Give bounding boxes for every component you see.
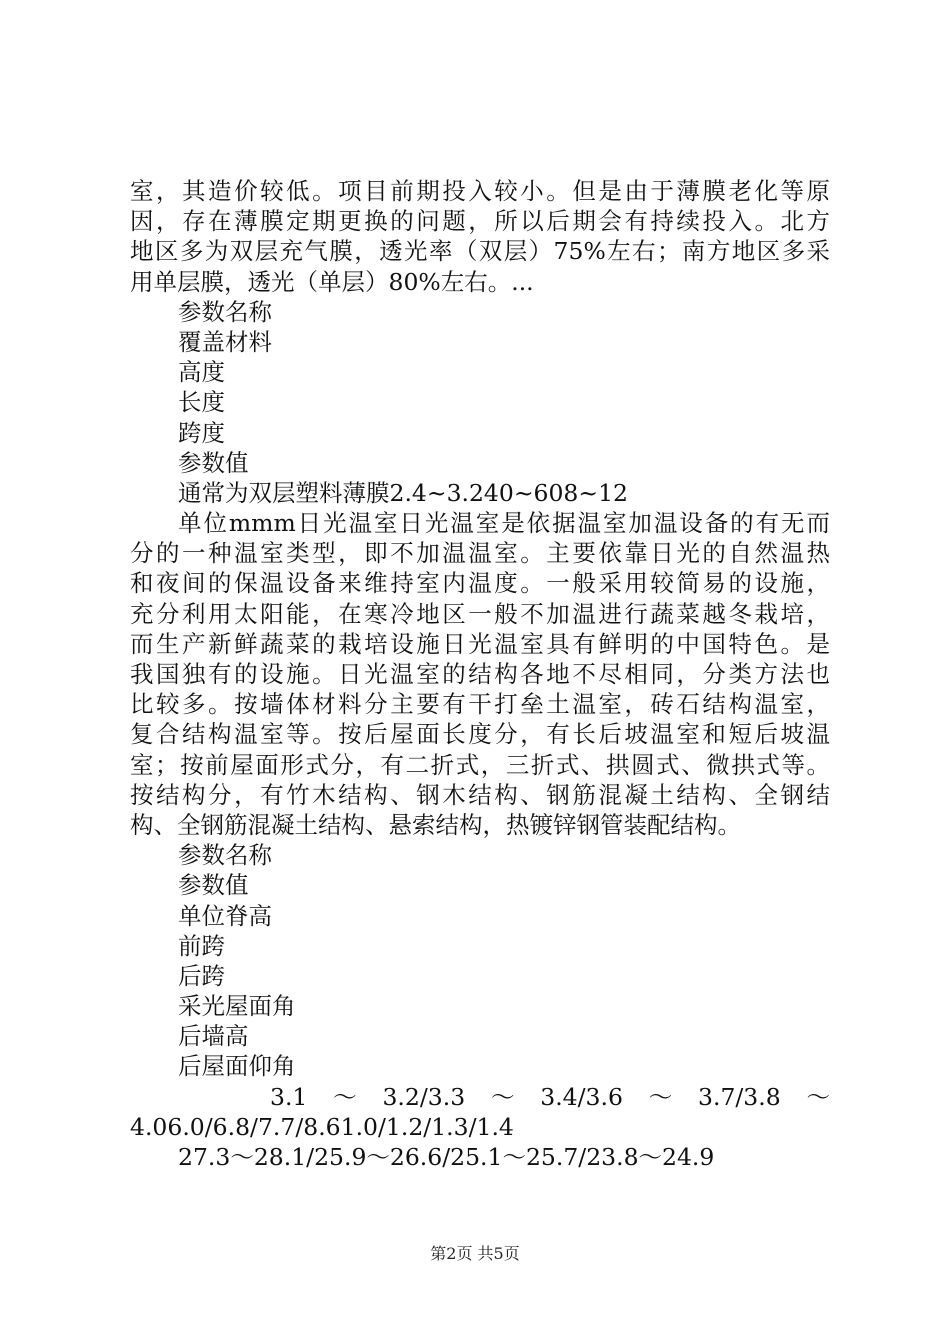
list-item: 长度 [178, 388, 225, 417]
text-line: 我国独有的设施。日光温室的结构各地不尽相同，分类方法也 [130, 660, 830, 688]
text-line: 单位mmm日光温室日光温室是依据温室加温设备的有无而 [178, 509, 830, 538]
text-line: 分的一种温室类型，即不加温温室。主要依靠日光的自然温热 [130, 539, 830, 568]
list-item: 跨度 [178, 418, 225, 447]
list-item: 后跨 [178, 961, 225, 990]
text-line: 比较多。按墙体材料分主要有干打垒土温室，砖石结构温室， [130, 690, 830, 719]
page-body [130, 176, 830, 1172]
list-item: 前跨 [178, 931, 225, 960]
parameter-list-solar [130, 840, 830, 1172]
list-item: 高度 [178, 358, 225, 387]
text-line: 复合结构温室等。按后屋面长度分，有长后坡温室和短后坡温 [130, 720, 830, 749]
parameter-list-film [130, 297, 830, 508]
value-line: 27.3～28.1/25.9～26.6/25.1～25.7/23.8～24.9 [178, 1143, 715, 1171]
text-line: 和夜间的保温设备来维持室内温度。一般采用较简易的设施， [130, 569, 830, 598]
list-item: 后屋面仰角 [178, 1052, 296, 1081]
text-line: 而生产新鲜蔬菜的栽培设施日光温室具有鲜明的中国特色。是 [130, 629, 830, 658]
text-line: 因，存在薄膜定期更换的问题，所以后期会有持续投入。北方 [130, 207, 830, 236]
list-item: 单位脊高 [178, 901, 272, 930]
list-item: 参数值 [178, 448, 249, 477]
list-item: 参数值 [178, 871, 249, 900]
value-line: 3.1 ～ 3.2/3.3 ～ 3.4/3.6 ～ 3.7/3.8 ～ [270, 1082, 830, 1111]
text-line: 室，其造价较低。项目前期投入较小。但是由于薄膜老化等原 [130, 177, 830, 205]
text-line: 按结构分，有竹木结构、钢木结构、钢筋混凝土结构、全钢结 [130, 780, 830, 809]
list-item: 参数名称 [178, 297, 272, 326]
page-footer: 第2页 共5页 [430, 1244, 520, 1263]
text-line: 室；按前屋面形式分，有二折式，三折式、拱圆式、微拱式等。 [130, 750, 830, 779]
list-item: 后墙高 [178, 1022, 249, 1051]
text-line: 充分利用太阳能，在寒冷地区一般不加温进行蔬菜越冬栽培， [130, 599, 830, 628]
value-line: 4.06.0/6.8/7.7/8.61.0/1.2/1.3/1.4 [130, 1112, 514, 1141]
text-line: 用单层膜，透光（单层）80%左右。... [130, 267, 534, 296]
list-item: 通常为双层塑料薄膜2.4~3.240~608~12 [178, 478, 628, 507]
list-item: 采光屋面角 [178, 992, 296, 1021]
text-line: 构、全钢筋混凝土结构、悬索结构，热镀锌钢管装配结构。 [130, 810, 741, 839]
list-item: 参数名称 [178, 841, 272, 870]
list-item: 覆盖材料 [178, 327, 272, 356]
paragraph-cost [130, 176, 830, 297]
paragraph-solar-greenhouse [130, 508, 830, 840]
text-line: 地区多为双层充气膜，透光率（双层）75%左右；南方地区多采 [130, 237, 830, 266]
